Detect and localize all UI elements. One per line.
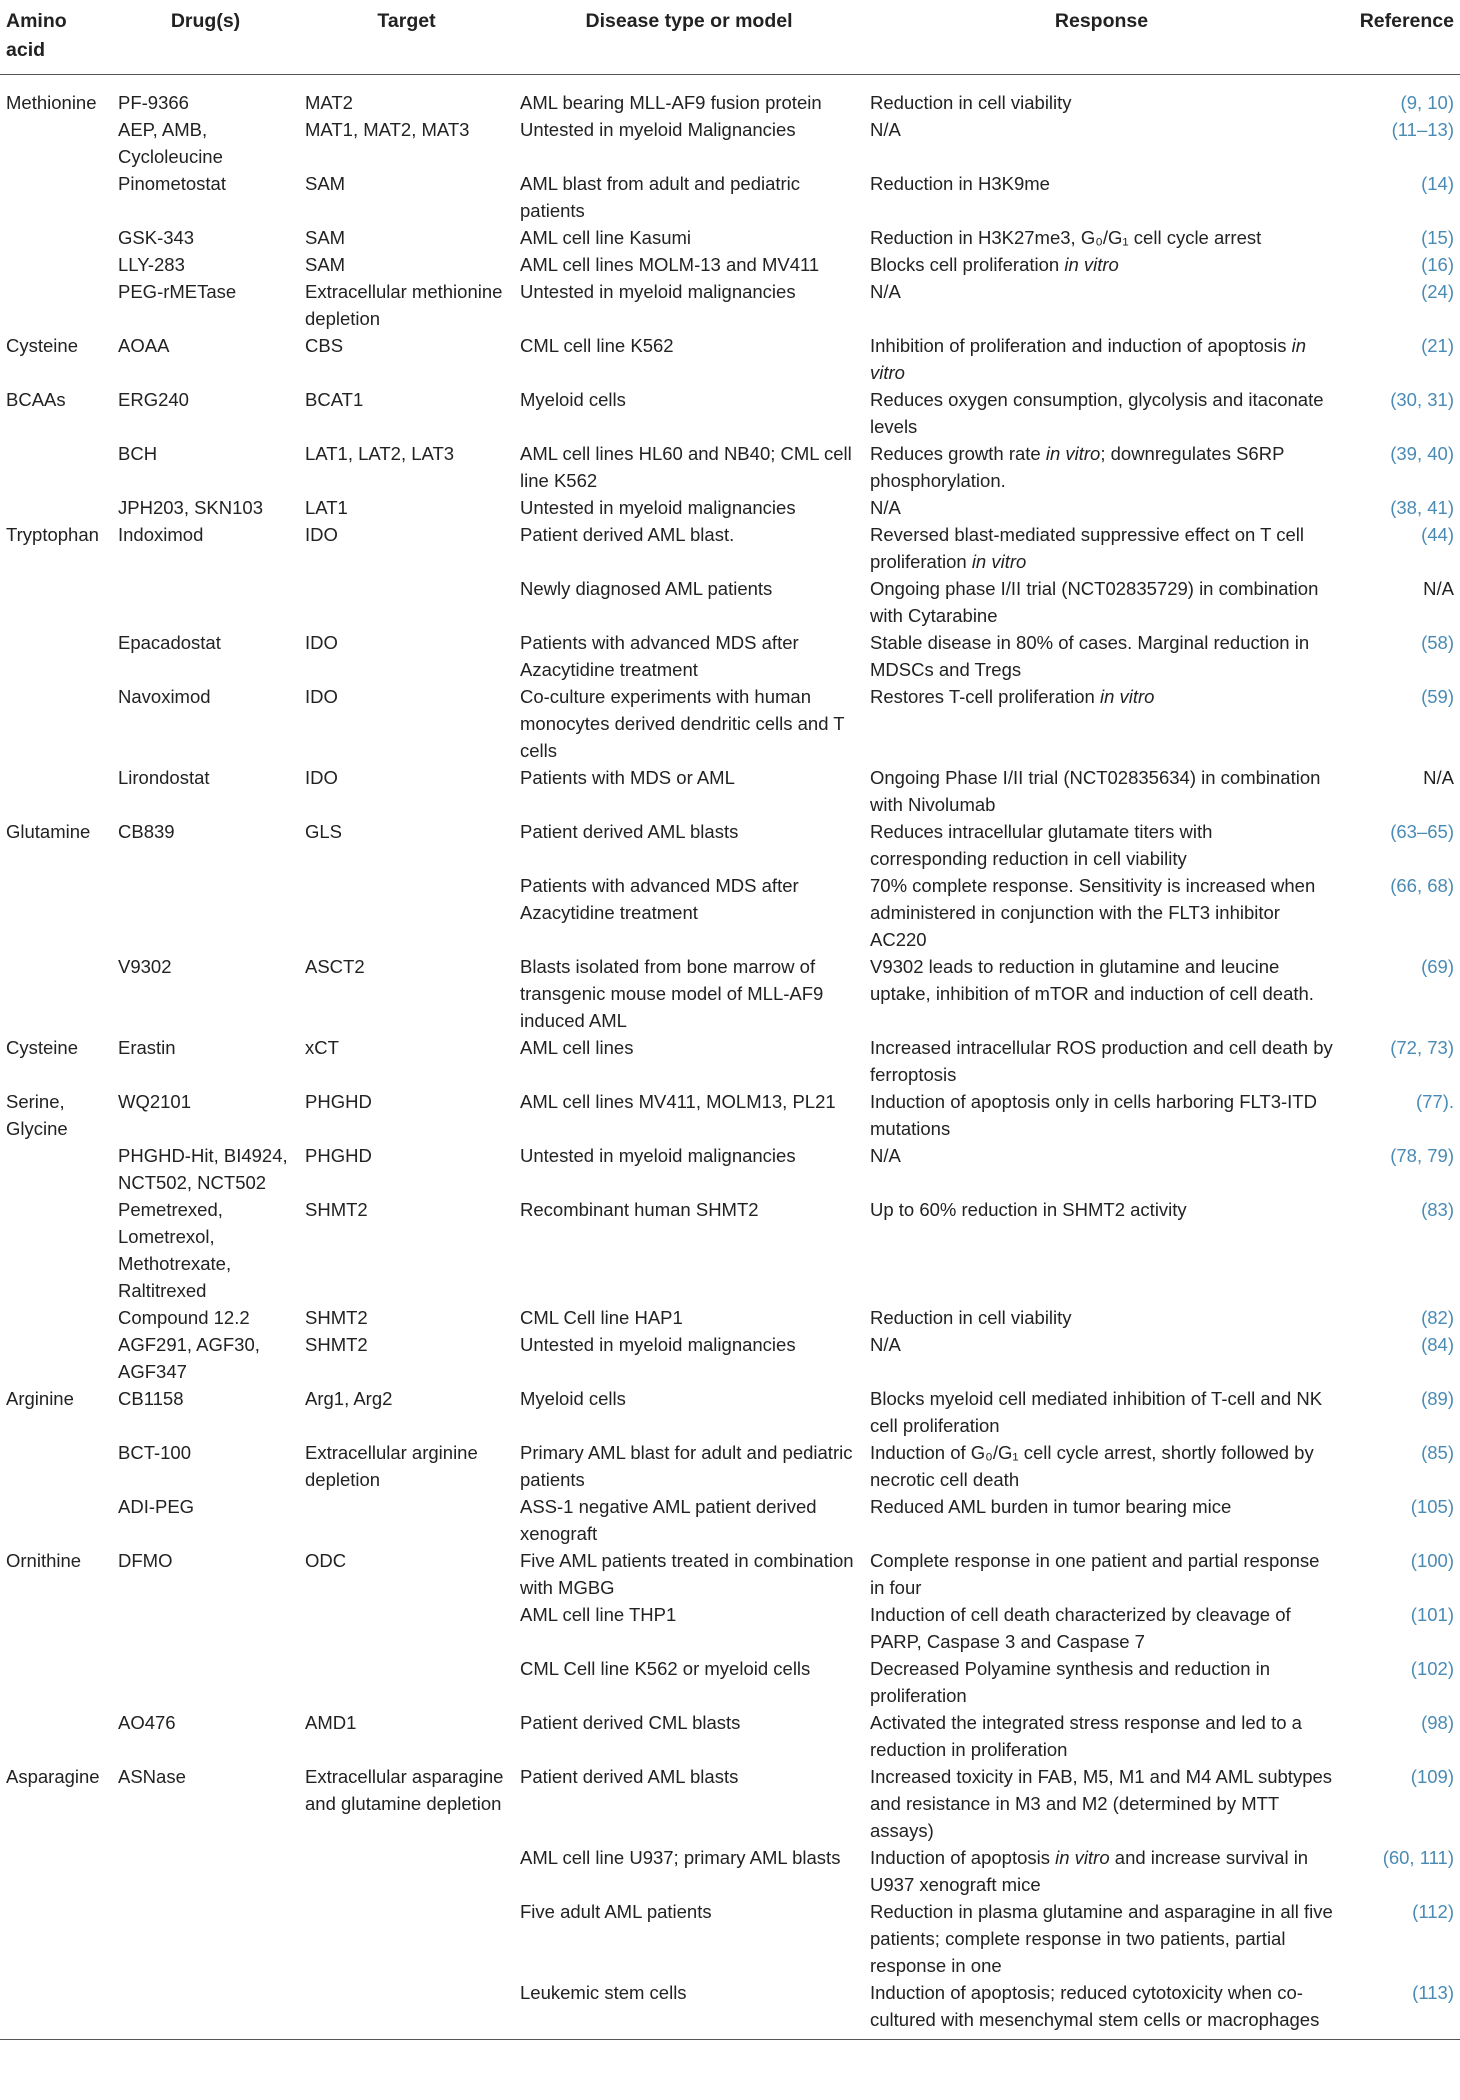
table-row (0, 116, 1460, 170)
cell-amino-acid: Methionine (6, 92, 97, 113)
cell-target: ODC (305, 1550, 347, 1571)
cell-reference: N/A (1423, 767, 1454, 788)
cell-drug: AGF291, AGF30, AGF347 (118, 1334, 260, 1382)
cell-disease: Patient derived CML blasts (520, 1712, 741, 1733)
cell-target: LAT1, LAT2, LAT3 (305, 443, 455, 464)
cell-drug (112, 1844, 299, 1898)
cell-disease: AML cell lines MOLM-13 and MV411 (520, 254, 820, 275)
cell-disease: Recombinant human SHMT2 (520, 1199, 759, 1220)
cell-drug (112, 1601, 299, 1655)
table-row (0, 1493, 1460, 1547)
cell-reference: (30, 31) (1390, 389, 1454, 410)
cell-amino-acid: Arginine (6, 1388, 74, 1409)
cell-reference: (101) (1410, 1604, 1454, 1625)
cell-response: Decreased Polyamine synthesis and reduction in proliferation (870, 1658, 1271, 1706)
cell-reference: (58) (1421, 632, 1454, 653)
table-row (0, 494, 1460, 521)
table-row (0, 953, 1460, 1034)
cell-response: Reversed blast-mediated suppressive effect on T cell proliferation in vitro (870, 524, 1304, 572)
cell-disease: AML cell lines (520, 1037, 634, 1058)
cell-target: PHGHD (305, 1091, 372, 1112)
cell-disease: Untested in myeloid malignancies (520, 1145, 796, 1166)
cell-reference: (78, 79) (1390, 1145, 1454, 1166)
table-row (0, 224, 1460, 251)
cell-response: Activated the integrated stress response and led to a reduction in proliferation (870, 1712, 1302, 1760)
cell-reference: (44) (1421, 524, 1454, 545)
cell-reference: (66, 68) (1390, 875, 1454, 896)
cell-amino-acid (0, 1439, 112, 1493)
cell-amino-acid (0, 1655, 112, 1709)
cell-disease: Patients with MDS or AML (520, 767, 735, 788)
cell-amino-acid: Glutamine (6, 821, 91, 842)
cell-target: GLS (305, 821, 343, 842)
cell-target: BCAT1 (305, 389, 364, 410)
header-row (0, 0, 1460, 75)
cell-amino-acid: BCAAs (6, 389, 66, 410)
cell-response: Inhibition of proliferation and induction of apoptosis in vitro (870, 335, 1307, 383)
cell-amino-acid (0, 1196, 112, 1304)
cell-amino-acid (0, 170, 112, 224)
cell-response: Reduction in H3K27me3, G₀/G₁ cell cycle arrest (870, 227, 1262, 248)
cell-drug (112, 1979, 299, 2040)
cell-drug: Pinometostat (118, 173, 226, 194)
cell-target: PHGHD (305, 1145, 372, 1166)
cell-response: Reduces growth rate in vitro; downregulates S6RP phosphorylation. (870, 443, 1285, 491)
cell-reference: (112) (1412, 1901, 1454, 1922)
cell-response: N/A (870, 281, 901, 302)
cell-response: Reduction in plasma glutamine and asparagine in all five patients; complete response in two patients, partial response in one (870, 1901, 1333, 1976)
cell-target: IDO (305, 524, 338, 545)
cell-drug: JPH203, SKN103 (118, 497, 264, 518)
cell-disease: AML blast from adult and pediatric patients (520, 173, 801, 221)
cell-amino-acid: Serine, Glycine (6, 1091, 68, 1139)
table-row (0, 1088, 1460, 1142)
cell-reference: (21) (1421, 335, 1454, 356)
table-row (0, 1898, 1460, 1979)
cell-disease: AML cell line Kasumi (520, 227, 692, 248)
table-row (0, 1331, 1460, 1385)
header-disease: Disease type or model (514, 0, 864, 75)
cell-response: Induction of apoptosis only in cells harboring FLT3-ITD mutations (870, 1091, 1317, 1139)
cell-reference: (89) (1421, 1388, 1454, 1409)
cell-reference: (105) (1410, 1496, 1454, 1517)
cell-reference: (113) (1339, 1979, 1460, 2040)
cell-amino-acid (0, 683, 112, 764)
cell-amino-acid (0, 953, 112, 1034)
cell-drug (112, 872, 299, 953)
cell-response: N/A (870, 497, 901, 518)
cell-reference: (84) (1421, 1334, 1454, 1355)
header-amino-acid: Amino acid (0, 0, 112, 75)
cell-response: Complete response in one patient and partial response in four (870, 1550, 1320, 1598)
table-row (0, 1709, 1460, 1763)
cell-response: Reduced AML burden in tumor bearing mice (870, 1496, 1232, 1517)
table-row (0, 1655, 1460, 1709)
cell-reference: N/A (1423, 578, 1454, 599)
cell-disease: ASS-1 negative AML patient derived xenograft (520, 1496, 817, 1544)
cell-disease: Co-culture experiments with human monocytes derived dendritic cells and T cells (520, 686, 845, 761)
cell-disease: Patient derived AML blasts (520, 821, 739, 842)
table-row (0, 1034, 1460, 1088)
cell-disease: AML cell lines HL60 and NB40; CML cell line K562 (520, 443, 852, 491)
header-target: Target (299, 0, 514, 75)
cell-disease: Untested in myeloid Malignancies (520, 119, 796, 140)
cell-target: SAM (305, 227, 346, 248)
table-row (0, 251, 1460, 278)
cell-reference: (11–13) (1391, 119, 1454, 140)
table-row (0, 521, 1460, 575)
table-row (0, 818, 1460, 872)
cell-amino-acid (0, 1493, 112, 1547)
cell-drug: CB839 (118, 821, 175, 842)
table-row (0, 872, 1460, 953)
header-drugs: Drug(s) (112, 0, 299, 75)
cell-drug: V9302 (118, 956, 172, 977)
cell-drug: Navoximod (118, 686, 211, 707)
cell-response: Reduction in cell viability (870, 92, 1072, 113)
table-row (0, 386, 1460, 440)
cell-drug: BCT-100 (118, 1442, 192, 1463)
cell-response: Blocks cell proliferation in vitro (870, 254, 1119, 275)
table-row (0, 1142, 1460, 1196)
cell-amino-acid: Cysteine (6, 1037, 78, 1058)
cell-reference: (109) (1410, 1766, 1454, 1787)
table-row (0, 1601, 1460, 1655)
cell-reference: (82) (1421, 1307, 1454, 1328)
cell-target: MAT2 (305, 92, 353, 113)
cell-response: N/A (870, 1334, 901, 1355)
cell-drug: Erastin (118, 1037, 176, 1058)
cell-target: SHMT2 (305, 1307, 368, 1328)
cell-amino-acid (0, 764, 112, 818)
cell-response: Restores T-cell proliferation in vitro (870, 686, 1155, 707)
cell-drug: PF-9366 (118, 92, 189, 113)
cell-response: Ongoing Phase I/II trial (NCT02835634) in combination with Nivolumab (870, 767, 1321, 815)
cell-target: ASCT2 (305, 956, 365, 977)
cell-response: Reduces oxygen consumption, glycolysis and itaconate levels (870, 389, 1324, 437)
cell-response: V9302 leads to reduction in glutamine and leucine uptake, inhibition of mTOR and induction of cell death. (870, 956, 1314, 1004)
cell-reference: (60, 111) (1382, 1847, 1454, 1868)
cell-reference: (9, 10) (1400, 92, 1454, 113)
header-reference: Reference (1339, 0, 1460, 75)
cell-amino-acid (0, 872, 112, 953)
cell-response: Ongoing phase I/II trial (NCT02835729) in combination with Cytarabine (870, 578, 1319, 626)
cell-amino-acid (0, 1601, 112, 1655)
cell-target (299, 1979, 514, 2040)
cell-drug: CB1158 (118, 1388, 184, 1409)
cell-drug: AO476 (118, 1712, 176, 1733)
cell-amino-acid (0, 251, 112, 278)
cell-amino-acid (0, 1142, 112, 1196)
cell-amino-acid (0, 116, 112, 170)
cell-reference: (83) (1421, 1199, 1454, 1220)
cell-target (299, 1844, 514, 1898)
cell-disease: Myeloid cells (520, 389, 626, 410)
cell-drug: BCH (118, 443, 158, 464)
table-row (0, 764, 1460, 818)
cell-disease: Newly diagnosed AML patients (520, 578, 773, 599)
cell-disease: Leukemic stem cells (514, 1979, 864, 2040)
cell-drug: DFMO (118, 1550, 173, 1571)
cell-amino-acid (0, 224, 112, 251)
cell-target: IDO (305, 686, 338, 707)
cell-drug: Epacadostat (118, 632, 221, 653)
cell-target: AMD1 (305, 1712, 357, 1733)
cell-reference: (24) (1421, 281, 1454, 302)
cell-reference: (100) (1410, 1550, 1454, 1571)
cell-drug: AEP, AMB, Cycloleucine (118, 119, 223, 167)
cell-drug (112, 575, 299, 629)
cell-reference: (102) (1410, 1658, 1454, 1679)
cell-drug: LLY-283 (118, 254, 185, 275)
cell-target: MAT1, MAT2, MAT3 (305, 119, 470, 140)
table-row (0, 1439, 1460, 1493)
cell-reference: (63–65) (1390, 821, 1454, 842)
cell-disease: Patient derived AML blasts (520, 1766, 739, 1787)
cell-target: CBS (305, 335, 344, 356)
cell-target: IDO (305, 632, 338, 653)
table-row (0, 629, 1460, 683)
table-row (0, 575, 1460, 629)
cell-disease: Blasts isolated from bone marrow of transgenic mouse model of MLL-AF9 induced AML (520, 956, 824, 1031)
header-response: Response (864, 0, 1339, 75)
cell-drug: GSK-343 (118, 227, 195, 248)
table-row (0, 332, 1460, 386)
cell-disease: Patients with advanced MDS after Azacytidine treatment (520, 632, 799, 680)
cell-target: Extracellular methionine depletion (305, 281, 503, 329)
cell-disease: Patients with advanced MDS after Azacytidine treatment (520, 875, 799, 923)
cell-target (299, 1493, 514, 1547)
cell-target: LAT1 (305, 497, 348, 518)
cell-reference: (15) (1421, 227, 1454, 248)
cell-response: N/A (870, 1145, 901, 1166)
cell-amino-acid (0, 278, 112, 332)
table-row (0, 1979, 1460, 2040)
cell-amino-acid (0, 1844, 112, 1898)
cell-target (299, 575, 514, 629)
cell-disease: Untested in myeloid malignancies (520, 497, 796, 518)
cell-reference: (14) (1421, 173, 1454, 194)
cell-target: Extracellular arginine depletion (305, 1442, 478, 1490)
cell-reference: (38, 41) (1390, 497, 1454, 518)
cell-amino-acid (0, 1979, 112, 2040)
cell-reference: (77). (1415, 1091, 1454, 1112)
cell-target (299, 872, 514, 953)
cell-drug: ERG240 (118, 389, 189, 410)
cell-response: Up to 60% reduction in SHMT2 activity (870, 1199, 1187, 1220)
cell-reference: (16) (1421, 254, 1454, 275)
cell-drug (112, 1898, 299, 1979)
cell-amino-acid (0, 494, 112, 521)
cell-target: SAM (305, 173, 346, 194)
cell-amino-acid: Asparagine (6, 1766, 100, 1787)
table-row (0, 75, 1460, 117)
cell-reference: (39, 40) (1390, 443, 1454, 464)
cell-amino-acid: Cysteine (6, 335, 78, 356)
cell-disease: Myeloid cells (520, 1388, 626, 1409)
cell-target (299, 1898, 514, 1979)
cell-response: N/A (870, 119, 901, 140)
cell-disease: Untested in myeloid malignancies (520, 281, 796, 302)
cell-disease: AML bearing MLL-AF9 fusion protein (520, 92, 822, 113)
cell-reference: (59) (1421, 686, 1454, 707)
cell-response: Blocks myeloid cell mediated inhibition of T-cell and NK cell proliferation (870, 1388, 1323, 1436)
table-row (0, 1196, 1460, 1304)
table-row (0, 440, 1460, 494)
cell-drug: Pemetrexed, Lometrexol, Methotrexate, Raltitrexed (118, 1199, 232, 1301)
cell-amino-acid (0, 1898, 112, 1979)
cell-disease: Untested in myeloid malignancies (520, 1334, 796, 1355)
cell-drug: Indoximod (118, 524, 204, 545)
cell-amino-acid (0, 575, 112, 629)
table-header (0, 0, 1460, 75)
cell-drug: ASNase (118, 1766, 186, 1787)
cell-drug: ADI-PEG (118, 1496, 195, 1517)
table-row (0, 1763, 1460, 1844)
cell-drug: Lirondostat (118, 767, 210, 788)
cell-disease: AML cell line THP1 (520, 1604, 677, 1625)
cell-target: SHMT2 (305, 1334, 368, 1355)
cell-amino-acid: Ornithine (6, 1550, 82, 1571)
table-row (0, 1304, 1460, 1331)
cell-disease: Patient derived AML blast. (520, 524, 735, 545)
cell-response: 70% complete response. Sensitivity is increased when administered in conjunction with the FLT3 inhibitor AC220 (870, 875, 1316, 950)
cell-response: Reduces intracellular glutamate titers with corresponding reduction in cell viability (870, 821, 1213, 869)
cell-reference: (69) (1421, 956, 1454, 977)
cell-disease: CML Cell line HAP1 (520, 1307, 683, 1328)
table-row (0, 170, 1460, 224)
cell-target: IDO (305, 767, 338, 788)
cell-response: Increased toxicity in FAB, M5, M1 and M4 AML subtypes and resistance in M3 and M2 (determined by MTT assays) (870, 1766, 1333, 1841)
cell-response: Induction of apoptosis; reduced cytotoxicity when co-cultured with mesenchymal stem cells or macrophages (864, 1979, 1339, 2040)
cell-reference: (72, 73) (1390, 1037, 1454, 1058)
cell-disease: Five AML patients treated in combination with MGBG (520, 1550, 854, 1598)
table-row (0, 683, 1460, 764)
cell-response: Stable disease in 80% of cases. Marginal reduction in MDSCs and Tregs (870, 632, 1310, 680)
table-row (0, 1385, 1460, 1439)
cell-disease: AML cell line U937; primary AML blasts (520, 1847, 841, 1868)
cell-disease: AML cell lines MV411, MOLM13, PL21 (520, 1091, 836, 1112)
cell-response: Induction of cell death characterized by cleavage of PARP, Caspase 3 and Caspase 7 (870, 1604, 1291, 1652)
cell-amino-acid (0, 629, 112, 683)
table-row (0, 1844, 1460, 1898)
cell-amino-acid (0, 1331, 112, 1385)
cell-reference: (98) (1421, 1712, 1454, 1733)
cell-target: xCT (305, 1037, 339, 1058)
cell-response: Induction of G₀/G₁ cell cycle arrest, shortly followed by necrotic cell death (870, 1442, 1314, 1490)
cell-target: Extracellular asparagine and glutamine depletion (305, 1766, 504, 1814)
cell-drug: WQ2101 (118, 1091, 192, 1112)
table-row (0, 1547, 1460, 1601)
cell-drug: Compound 12.2 (118, 1307, 250, 1328)
cell-amino-acid (0, 440, 112, 494)
table-body (0, 75, 1460, 2040)
cell-disease: Five adult AML patients (520, 1901, 712, 1922)
cell-target (299, 1601, 514, 1655)
cell-target: SHMT2 (305, 1199, 368, 1220)
cell-disease: Primary AML blast for adult and pediatric patients (520, 1442, 853, 1490)
cell-amino-acid: Tryptophan (6, 524, 99, 545)
cell-drug: PHGHD-Hit, BI4924, NCT502, NCT502 (118, 1145, 288, 1193)
cell-drug: AOAA (118, 335, 170, 356)
cell-target (299, 1655, 514, 1709)
cell-amino-acid (0, 1304, 112, 1331)
cell-disease: CML cell line K562 (520, 335, 674, 356)
cell-response: Reduction in cell viability (870, 1307, 1072, 1328)
cell-disease: CML Cell line K562 or myeloid cells (520, 1658, 811, 1679)
cell-response: Increased intracellular ROS production and cell death by ferroptosis (870, 1037, 1333, 1085)
cell-response: Induction of apoptosis in vitro and increase survival in U937 xenograft mice (870, 1847, 1309, 1895)
cell-reference: (85) (1421, 1442, 1454, 1463)
table-row (0, 278, 1460, 332)
cell-target: SAM (305, 254, 346, 275)
cell-amino-acid (0, 1709, 112, 1763)
cell-response: Reduction in H3K9me (870, 173, 1050, 194)
cell-drug (112, 1655, 299, 1709)
cell-target: Arg1, Arg2 (305, 1388, 393, 1409)
cell-drug: PEG-rMETase (118, 281, 237, 302)
